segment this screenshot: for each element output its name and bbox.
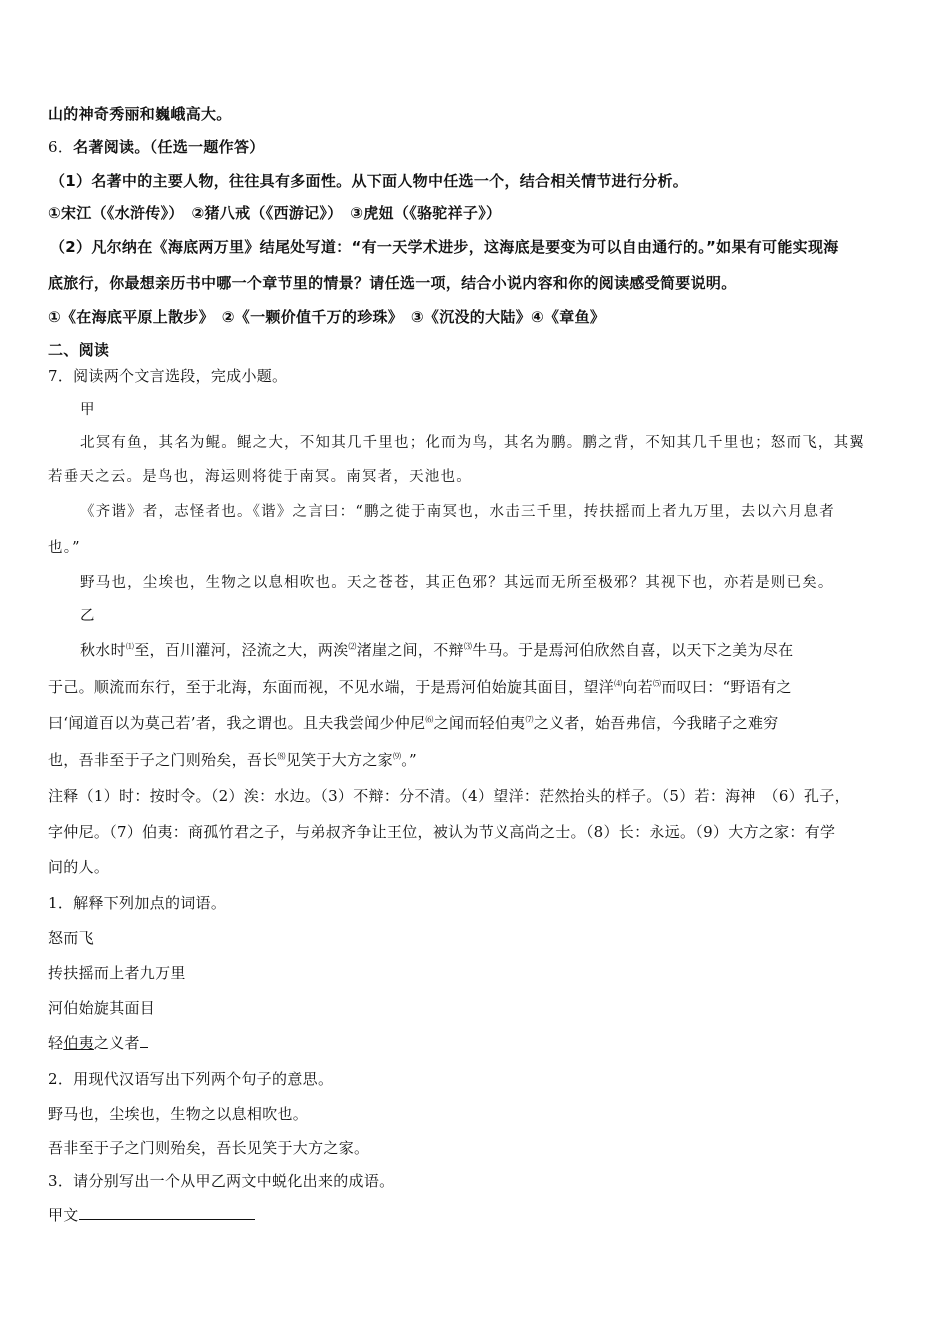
- sub3-jia-answer: [48, 1205, 255, 1225]
- note-marker: ⑶: [463, 642, 473, 651]
- yi-text: 秋水时: [80, 641, 126, 659]
- sub1-d-underlined: 伯夷: [63, 1034, 94, 1052]
- passage-jia-p2-line1: 《齐谐》者，志怪者也。《谐》之言曰：“鹏之徙于南冥也，水击三千里，抟扶摇而上者九万里，去以六月息者: [80, 504, 835, 520]
- yi-text: 见笑于大方之家: [285, 751, 393, 769]
- yi-text: 向若: [622, 678, 654, 696]
- q6-heading: [48, 137, 265, 157]
- yi-text: 牛马。于是焉河伯欣然自喜，以天下之美为尽在: [472, 641, 794, 659]
- sub1-item-a: 怒而飞: [48, 929, 94, 947]
- note-marker: ⑺: [525, 715, 534, 724]
- yi-text: 也，吾非至于子之门则殆矣，吾长: [48, 751, 278, 769]
- sub-question-3: 3．请分别写出一个从甲乙两文中蜕化出来的成语。: [48, 1172, 395, 1190]
- sub3-jia-label: 甲文: [48, 1206, 79, 1224]
- answer-blank[interactable]: [140, 1033, 148, 1048]
- q6-part2-line1: （2）凡尔纳在《海底两万里》结尾处写道：“有一天学术进步，这海底是要变为可以自由通行的。”如果有可能实现海: [50, 238, 839, 256]
- answer-blank[interactable]: [79, 1205, 255, 1220]
- yi-text: 至，百川灌河，泾流之大，两涘: [134, 641, 349, 659]
- notes-line2: 字仲尼。（7）伯夷：商孤竹君之子，与弟叔齐争让王位，被认为节义高尚之士。（8）长：永远。（9）大方之家：有学: [48, 823, 836, 841]
- q6-part1: （1）名著中的主要人物，往往具有多面性。从下面人物中任选一个，结合相关情节进行分析。: [50, 172, 689, 190]
- section-heading-reading: 二、阅读: [48, 341, 110, 359]
- passage-jia-p1-line2: 若垂天之云。是鸟也，海运则将徙于南冥。南冥者，天池也。: [48, 469, 472, 485]
- sub2-sentence-b: 吾非至于子之门则殆矣，吾长见笑于大方之家。: [48, 1139, 370, 1157]
- yi-text: 之义者，始吾弗信，今我睹子之难穷: [533, 714, 779, 732]
- passage-jia-p3: 野马也，尘埃也，生物之以息相吹也。天之苍苍，其正色邪？其远而无所至极邪？其视下也，亦若是则已矣。: [80, 575, 834, 591]
- note-marker: ⑷: [614, 679, 623, 688]
- note-marker: ⑴: [125, 642, 135, 651]
- note-marker: ⑵: [348, 642, 357, 651]
- yi-text: 之闻而轻伯夷: [433, 714, 526, 732]
- note-marker: ⑻: [277, 752, 286, 761]
- yi-text: 于己。顺流而东行，至于北海，东面而视，不见水端，于是焉河伯始旋其面目，望洋: [48, 678, 615, 696]
- passage-yi-line4: [48, 750, 417, 770]
- passage-yi-label: 乙: [80, 608, 96, 624]
- sub2-sentence-a: 野马也，尘埃也，生物之以息相吹也。: [48, 1105, 309, 1123]
- note-marker: ⑼: [392, 752, 402, 761]
- sub-question-2: 2．用现代汉语写出下列两个句子的意思。: [48, 1070, 334, 1088]
- passage-jia-p2-line2: 也。”: [48, 540, 81, 556]
- q6-title: 名著阅读。（任选一题作答）: [73, 138, 265, 156]
- notes-line3: 问的人。: [48, 858, 110, 876]
- note-marker: ⑸: [653, 679, 662, 688]
- sub1-d-prefix: 轻: [48, 1034, 64, 1052]
- q7-intro: 7．阅读两个文言选段，完成小题。: [48, 367, 288, 385]
- q6-part2-options: ①《在海底平原上散步》 ②《一颗价值千万的珍珠》 ③《沉没的大陆》④《章鱼》: [48, 308, 606, 326]
- q6-number: 6．: [48, 138, 74, 156]
- q6-part2-line2: 底旅行，你最想亲历书中哪一个章节里的情景？请任选一项，结合小说内容和你的阅读感受简要说明。: [48, 274, 737, 292]
- passage-yi-line1: [80, 640, 793, 660]
- q6-part1-options: ①宋江（《水浒传》） ②猪八戒（《西游记》） ③虎妞（《骆驼祥子》）: [48, 204, 502, 222]
- notes-line1: 注释（1）时：按时令。（2）涘：水边。（3）不辩：分不清。（4）望洋：茫然抬头的样子。（5）若：海神 （6）孔子，: [48, 787, 850, 805]
- note-marker: ⑹: [425, 715, 434, 724]
- sub1-item-c: 河伯始旋其面目: [48, 999, 156, 1017]
- yi-text: 。”: [401, 751, 418, 769]
- yi-text: 而叹曰：“野语有之: [661, 678, 792, 696]
- yi-text: 曰‘闻道百以为莫己若’者，我之谓也。且夫我尝闻少仲尼: [48, 714, 426, 732]
- passage-jia-label: 甲: [80, 402, 96, 418]
- passage-jia-p1-line1: 北冥有鱼，其名为鲲。鲲之大，不知其几千里也；化而为鸟，其名为鹏。鹏之背，不知其几千里也；怒而飞，其翼: [80, 435, 865, 451]
- passage-yi-line3: [48, 713, 779, 733]
- passage-yi-line2: [48, 677, 792, 697]
- sub-question-1: 1．解释下列加点的词语。: [48, 894, 227, 912]
- sub1-d-suffix: 之义者: [93, 1034, 140, 1052]
- top-line: 山的神奇秀丽和巍峨高大。: [48, 105, 232, 123]
- sub1-item-b: 抟扶摇而上者九万里: [48, 964, 186, 982]
- sub1-item-d: [48, 1033, 148, 1053]
- yi-text: 渚崖之间，不辩: [356, 641, 464, 659]
